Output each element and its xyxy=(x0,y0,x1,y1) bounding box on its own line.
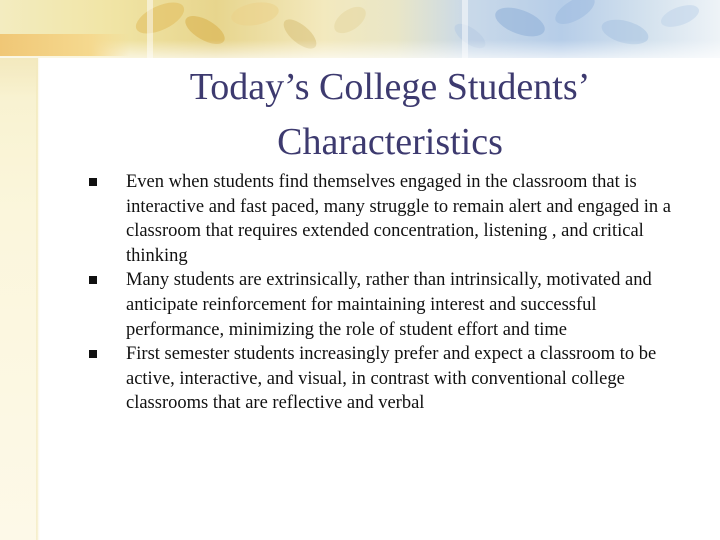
orange-accent-strip xyxy=(0,34,130,56)
bullet-item xyxy=(80,342,690,416)
bullet-square-icon xyxy=(80,268,126,292)
slide-title: Today’s College Students’ Characteristics xyxy=(189,66,591,163)
bullet-text: First semester students increasingly prefer and expect a classroom to be active, interactive, and visual, in contrast with conventional college classrooms that are reflective and verbal xyxy=(126,344,657,414)
bullet-item xyxy=(80,268,690,342)
bullet-item xyxy=(80,170,690,268)
bullet-square-icon xyxy=(80,170,126,194)
bullet-text: Many students are extrinsically, rather than intrinsically, motivated and anticipate reinforcement for maintaining interest and successful performance, minimizing the role of student effort and time xyxy=(126,270,652,340)
bullet-text: Even when students find themselves engaged in the classroom that is interactive and fast paced, many struggle to remain alert and engaged in a classroom that requires extended concentration, listening , and critical thinking xyxy=(126,172,672,266)
bullet-square-icon xyxy=(80,342,126,366)
bullet-list xyxy=(80,170,690,416)
left-fade-decor xyxy=(0,58,38,98)
